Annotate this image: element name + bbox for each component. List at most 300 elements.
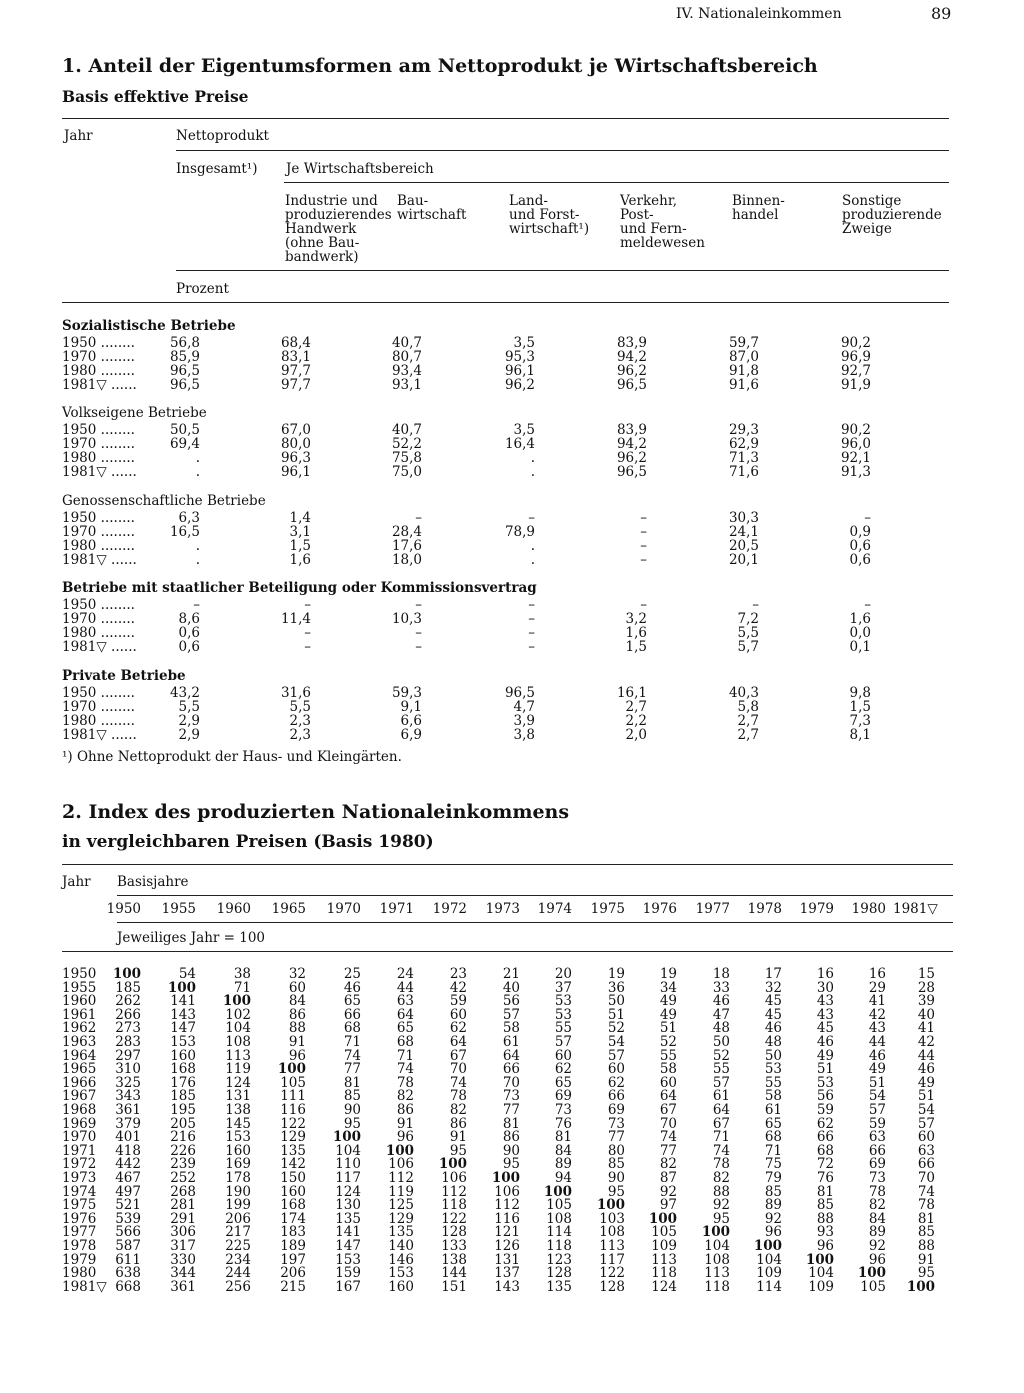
table2-cell: 77 xyxy=(659,1142,677,1159)
table2-cell: 59 xyxy=(449,993,467,1010)
table2-cell: 91 xyxy=(396,1115,414,1132)
table2-cell: 176 xyxy=(170,1074,196,1091)
table2-cell: 129 xyxy=(388,1210,414,1227)
table2-cell: 442 xyxy=(115,1156,141,1173)
table2-cell: 54 xyxy=(917,1102,935,1118)
table2-top-rule xyxy=(62,864,953,865)
table1-top-rule xyxy=(62,118,949,119)
table2-cell: 46 xyxy=(764,1020,782,1037)
table2-cell: 69 xyxy=(607,1102,625,1118)
table2-cell: 216 xyxy=(170,1129,196,1146)
table2-cell: 84 xyxy=(868,1210,886,1227)
table2-cell: 113 xyxy=(599,1238,625,1254)
table2-cell: 122 xyxy=(599,1265,625,1282)
table2-cell: 521 xyxy=(115,1197,141,1214)
table2-cell: 111 xyxy=(280,1088,306,1105)
table2-cell: 34 xyxy=(659,979,677,996)
table1-value-column: 3,5 95,3 96,1 96,2 xyxy=(504,335,535,393)
table2-cell: 96 xyxy=(764,1224,782,1241)
table2-cell: 77 xyxy=(502,1102,520,1118)
table2-cell: 418 xyxy=(115,1142,141,1159)
table2-cell: 108 xyxy=(704,1251,730,1268)
table2-cell: 118 xyxy=(704,1278,730,1295)
table1-value-column: 40,7 52,2 75,8 75,0 xyxy=(391,422,422,480)
table2-cell: 30 xyxy=(816,979,834,996)
table2-cell: 63 xyxy=(868,1129,886,1146)
table2-cell: 185 xyxy=(115,979,141,996)
table2-cell: 114 xyxy=(546,1224,572,1241)
table1-footnote: ¹) Ohne Nettoprodukt der Haus- und Kleingärten. xyxy=(62,749,402,765)
table2-cell: 100 xyxy=(753,1238,782,1254)
table2-cell: 59 xyxy=(816,1102,834,1118)
running-header: IV. Nationaleinkommen xyxy=(676,6,842,22)
table1-colhead-sonstige: Sonstige produzierende Zweige xyxy=(842,193,942,237)
table2-cell: 128 xyxy=(441,1224,467,1241)
table2-cell: 78 xyxy=(396,1074,414,1091)
table2-cell: 100 xyxy=(543,1183,572,1200)
table2-cell: 89 xyxy=(868,1224,886,1241)
table2-cell: 88 xyxy=(917,1238,935,1254)
table2-cell: 65 xyxy=(554,1074,572,1091)
table2-cell: 66 xyxy=(607,1088,625,1105)
table2-cell: 71 xyxy=(764,1142,782,1159)
table2-cell: 86 xyxy=(396,1102,414,1118)
table2-cell: 126 xyxy=(494,1238,520,1254)
table2-cell: 146 xyxy=(388,1251,414,1268)
table2-cell: 467 xyxy=(115,1170,141,1186)
table2-cell: 57 xyxy=(917,1115,935,1132)
table2-cell: 252 xyxy=(170,1170,196,1186)
table2-cell: 142 xyxy=(280,1156,306,1173)
table2-cell: 49 xyxy=(868,1061,886,1078)
table1-group-years: 1950 ........ 1970 ........ 1980 ........ 1981▽ ...... xyxy=(62,597,137,655)
table2-cell: 71 xyxy=(712,1129,730,1146)
table1-rule-2 xyxy=(176,150,949,151)
table2-cell: 73 xyxy=(502,1088,520,1105)
table2-cell: 343 xyxy=(115,1088,141,1105)
table2-cell: 78 xyxy=(449,1088,467,1105)
table2-cell: 68 xyxy=(816,1142,834,1159)
table2-cell: 28 xyxy=(917,979,935,996)
table2-cell: 147 xyxy=(335,1238,361,1254)
table2-cell: 124 xyxy=(335,1183,361,1200)
table2-cell: 45 xyxy=(764,1006,782,1023)
table2-cell: 104 xyxy=(225,1020,251,1037)
table2-cell: 262 xyxy=(115,993,141,1010)
table2-cell: 55 xyxy=(554,1020,572,1037)
table2-cell: 310 xyxy=(115,1061,141,1078)
table2-cell: 88 xyxy=(288,1020,306,1037)
table2-rule-4 xyxy=(62,951,953,952)
table1-value-column: 96,5 4,7 3,9 3,8 xyxy=(504,685,535,743)
table2-cell: 100 xyxy=(385,1142,414,1159)
table2-cell: 85 xyxy=(343,1088,361,1105)
table2-cell: 64 xyxy=(502,1047,520,1064)
table2-cell: 79 xyxy=(764,1170,782,1186)
table2-cell: 108 xyxy=(599,1224,625,1241)
table2-cell: 65 xyxy=(396,1020,414,1037)
table2-cell: 151 xyxy=(441,1278,467,1295)
table2-cell: 141 xyxy=(170,993,196,1010)
table2-cell: 82 xyxy=(396,1088,414,1105)
table2-cell: 46 xyxy=(868,1047,886,1064)
table2-cell: 60 xyxy=(659,1074,677,1091)
table1-value-column: 56,8 85,9 96,5 96,5 xyxy=(169,335,200,393)
table2-cell: 131 xyxy=(494,1251,520,1268)
table2-cell: 497 xyxy=(115,1183,141,1200)
table2-row-year: 1979 xyxy=(62,1251,97,1268)
table2-cell: 668 xyxy=(115,1278,141,1295)
table2-cell: 85 xyxy=(917,1224,935,1241)
table2-cell: 131 xyxy=(225,1088,251,1105)
table2-cell: 105 xyxy=(546,1197,572,1214)
table2-base-year: 1973 xyxy=(485,901,520,917)
table2-cell: 85 xyxy=(816,1197,834,1214)
table2-base-year: 1977 xyxy=(695,901,730,917)
table1-head-je: Je Wirtschaftsbereich xyxy=(286,161,434,177)
table2-cell: 95 xyxy=(712,1210,730,1227)
table2-cell: 17 xyxy=(764,966,782,982)
table2-cell: 135 xyxy=(280,1142,306,1159)
table2-cell: 291 xyxy=(170,1210,196,1227)
table2-cell: 57 xyxy=(712,1074,730,1091)
table2-cell: 40 xyxy=(502,979,520,996)
table2-cell: 100 xyxy=(596,1197,625,1214)
table2-cell: 109 xyxy=(808,1278,834,1295)
table2-cell: 71 xyxy=(233,979,251,996)
table2-cell: 108 xyxy=(546,1210,572,1227)
table2-cell: 138 xyxy=(441,1251,467,1268)
table2-cell: 21 xyxy=(502,966,520,982)
table2-cell: 57 xyxy=(554,1034,572,1050)
table2-cell: 122 xyxy=(441,1210,467,1227)
table2-cell: 48 xyxy=(764,1034,782,1050)
table2-cell: 100 xyxy=(167,979,196,996)
table2-cell: 147 xyxy=(170,1020,196,1037)
table2-cell: 76 xyxy=(816,1170,834,1186)
table2-cell: 217 xyxy=(225,1224,251,1241)
table2-cell: 38 xyxy=(233,966,251,982)
table2-cell: 317 xyxy=(170,1238,196,1254)
table2-cell: 91 xyxy=(917,1251,935,1268)
table1-value-column: 3,5 16,4 . . xyxy=(504,422,535,480)
table2-cell: 153 xyxy=(388,1265,414,1282)
table2-cell: 225 xyxy=(225,1238,251,1254)
table2-cell: 168 xyxy=(280,1197,306,1214)
table2-cell: 62 xyxy=(449,1020,467,1037)
table1-group-years: 1950 ........ 1970 ........ 1980 ........ 1981▽ ...... xyxy=(62,335,137,393)
table1-value-column: 90,2 96,9 92,7 91,9 xyxy=(840,335,871,393)
table2-cell: 110 xyxy=(335,1156,361,1173)
table2-cell: 60 xyxy=(449,1006,467,1023)
table2-cell: 57 xyxy=(502,1006,520,1023)
table1-rule-3 xyxy=(284,182,949,183)
table2-cell: 71 xyxy=(343,1034,361,1050)
table2-cell: 82 xyxy=(712,1170,730,1186)
table1-value-column: 29,3 62,9 71,3 71,6 xyxy=(728,422,759,480)
table2-cell: 78 xyxy=(868,1183,886,1200)
table2-cell: 105 xyxy=(860,1278,886,1295)
table2-cell: 112 xyxy=(494,1197,520,1214)
table2-cell: 51 xyxy=(607,1006,625,1023)
table2-cell: 104 xyxy=(335,1142,361,1159)
table2-cell: 206 xyxy=(280,1265,306,1282)
table2-cell: 117 xyxy=(599,1251,625,1268)
table2-cell: 85 xyxy=(607,1156,625,1173)
table2-cell: 401 xyxy=(115,1129,141,1146)
table2-cell: 130 xyxy=(335,1197,361,1214)
table2-cell: 109 xyxy=(756,1265,782,1282)
table2-cell: 81 xyxy=(502,1115,520,1132)
table2-cell: 344 xyxy=(170,1265,196,1282)
table2-cell: 103 xyxy=(599,1210,625,1227)
table2-cell: 379 xyxy=(115,1115,141,1132)
page-number: 89 xyxy=(931,4,952,23)
table2-cell: 16 xyxy=(816,966,834,982)
table2-base-year: 1970 xyxy=(326,901,361,917)
table2-cell: 54 xyxy=(868,1088,886,1105)
table2-cell: 65 xyxy=(343,993,361,1010)
table2-cell: 108 xyxy=(225,1034,251,1050)
table2-cell: 66 xyxy=(868,1142,886,1159)
table2-cell: 189 xyxy=(280,1238,306,1254)
table2-base-year: 1975 xyxy=(590,901,625,917)
table1-value-column: 59,3 9,1 6,6 6,9 xyxy=(391,685,422,743)
table2-cell: 100 xyxy=(805,1251,834,1268)
table2-cell: 102 xyxy=(225,1006,251,1023)
table2-base-year: 1972 xyxy=(432,901,467,917)
table2-cell: 256 xyxy=(225,1278,251,1295)
table2-row-year: 1964 xyxy=(62,1047,97,1064)
table2-row-year: 1972 xyxy=(62,1156,97,1173)
table2-cell: 81 xyxy=(816,1183,834,1200)
table2-cell: 104 xyxy=(756,1251,782,1268)
table1-value-column: 30,3 24,1 20,5 20,1 xyxy=(728,510,759,568)
table2-cell: 69 xyxy=(554,1088,572,1105)
table2-cell: 160 xyxy=(388,1278,414,1295)
table1-value-column: – 8,6 0,6 0,6 xyxy=(178,597,200,655)
table2-cell: 94 xyxy=(554,1170,572,1186)
table2-cell: 283 xyxy=(115,1034,141,1050)
table2-cell: 281 xyxy=(170,1197,196,1214)
table2-cell: 91 xyxy=(449,1129,467,1146)
table2-cell: 92 xyxy=(868,1238,886,1254)
table2-cell: 135 xyxy=(546,1278,572,1295)
table2-cell: 153 xyxy=(225,1129,251,1146)
table2-cell: 89 xyxy=(764,1197,782,1214)
table2-cell: 39 xyxy=(917,993,935,1010)
table2-cell: 104 xyxy=(808,1265,834,1282)
table2-cell: 97 xyxy=(659,1197,677,1214)
table2-cell: 96 xyxy=(816,1238,834,1254)
table2-cell: 68 xyxy=(343,1020,361,1037)
table2-head-jahr: Jahr xyxy=(62,874,91,890)
table2-head-jeweiliges: Jeweiliges Jahr = 100 xyxy=(117,930,266,946)
table2-cell: 70 xyxy=(502,1074,520,1091)
table2-cell: 53 xyxy=(554,1006,572,1023)
table2-cell: 215 xyxy=(280,1278,306,1295)
table2-cell: 60 xyxy=(554,1047,572,1064)
table2-cell: 42 xyxy=(868,1006,886,1023)
table2-cell: 129 xyxy=(280,1129,306,1146)
table2-cell: 62 xyxy=(607,1074,625,1091)
table1-value-column: 1,4 3,1 1,5 1,6 xyxy=(289,510,311,568)
table2-cell: 100 xyxy=(648,1210,677,1227)
table2-cell: 95 xyxy=(917,1265,935,1282)
table2-cell: 57 xyxy=(607,1047,625,1064)
table2-base-year: 1981▽ xyxy=(893,901,938,917)
table2-cell: 95 xyxy=(502,1156,520,1173)
table2-cell: 135 xyxy=(388,1224,414,1241)
table2-cell: 46 xyxy=(917,1061,935,1078)
table2-cell: 100 xyxy=(277,1061,306,1078)
table2-cell: 74 xyxy=(449,1074,467,1091)
table2-cell: 74 xyxy=(343,1047,361,1064)
table2-cell: 145 xyxy=(225,1115,251,1132)
table1-value-column: 43,2 5,5 2,9 2,9 xyxy=(169,685,200,743)
table2-cell: 58 xyxy=(659,1061,677,1078)
table2-cell: 124 xyxy=(651,1278,677,1295)
table2-cell: 112 xyxy=(388,1170,414,1186)
table2-cell: 81 xyxy=(917,1210,935,1227)
table2-cell: 95 xyxy=(449,1142,467,1159)
table2-base-year: 1965 xyxy=(271,901,306,917)
table2-cell: 95 xyxy=(607,1183,625,1200)
table2-cell: 70 xyxy=(917,1170,935,1186)
table1-value-column: – 78,9 . . xyxy=(504,510,535,568)
table1-value-column: – 10,3 – – xyxy=(391,597,422,655)
table1-value-column: – 28,4 17,6 18,0 xyxy=(391,510,422,568)
table2-cell: 50 xyxy=(712,1034,730,1050)
table2-cell: 49 xyxy=(816,1047,834,1064)
table1-value-column: 31,6 5,5 2,3 2,3 xyxy=(280,685,311,743)
table2-cell: 74 xyxy=(659,1129,677,1146)
table2-cell: 78 xyxy=(712,1156,730,1173)
table2-cell: 66 xyxy=(816,1129,834,1146)
table2-cell: 266 xyxy=(115,1006,141,1023)
table2-cell: 133 xyxy=(441,1238,467,1254)
table2-cell: 74 xyxy=(917,1183,935,1200)
table2-cell: 48 xyxy=(712,1020,730,1037)
table2-row-year: 1970 xyxy=(62,1129,97,1146)
table2-cell: 63 xyxy=(917,1142,935,1159)
table2-cell: 67 xyxy=(449,1047,467,1064)
table1-title: 1. Anteil der Eigentumsformen am Nettoprodukt je Wirtschaftsbereich xyxy=(62,55,818,77)
table1-colhead-binnen: Binnen- handel xyxy=(732,193,785,223)
table2-cell: 119 xyxy=(225,1061,251,1078)
table2-subtitle: in vergleichbaren Preisen (Basis 1980) xyxy=(62,832,434,852)
table2-cell: 361 xyxy=(170,1278,196,1295)
table2-cell: 58 xyxy=(502,1020,520,1037)
table1-head-insgesamt: Insgesamt¹) xyxy=(176,161,258,177)
table2-cell: 80 xyxy=(607,1142,625,1159)
table2-cell: 46 xyxy=(816,1034,834,1050)
table1-value-column: 90,2 96,0 92,1 91,3 xyxy=(840,422,871,480)
table2-cell: 100 xyxy=(438,1156,467,1173)
table2-cell: 66 xyxy=(343,1006,361,1023)
table2-cell: 116 xyxy=(280,1102,306,1118)
table2-cell: 49 xyxy=(659,993,677,1010)
table1-colhead-verkehr: Verkehr, Post- und Fern- meldewesen xyxy=(620,193,705,251)
table2-cell: 61 xyxy=(712,1088,730,1105)
table2-cell: 197 xyxy=(280,1251,306,1268)
table2-row-year: 1980 xyxy=(62,1265,97,1282)
table2-cell: 68 xyxy=(396,1034,414,1050)
table2-cell: 153 xyxy=(170,1034,196,1050)
table2-cell: 81 xyxy=(343,1074,361,1091)
table1-value-column: 50,5 69,4 . . xyxy=(169,422,200,480)
table2-cell: 73 xyxy=(868,1170,886,1186)
table2-cell: 116 xyxy=(494,1210,520,1227)
table2-base-year: 1979 xyxy=(799,901,834,917)
table2-cell: 25 xyxy=(343,966,361,982)
table2-row-year: 1974 xyxy=(62,1183,97,1200)
table2-cell: 71 xyxy=(396,1047,414,1064)
table2-cell: 44 xyxy=(868,1034,886,1050)
table2-row-year: 1969 xyxy=(62,1115,97,1132)
table2-row-year: 1962 xyxy=(62,1020,97,1037)
table2-cell: 68 xyxy=(764,1129,782,1146)
table2-cell: 66 xyxy=(502,1061,520,1078)
table2-cell: 60 xyxy=(288,979,306,996)
table2-cell: 138 xyxy=(225,1102,251,1118)
table2-cell: 95 xyxy=(343,1115,361,1132)
table2-cell: 19 xyxy=(659,966,677,982)
table2-cell: 125 xyxy=(388,1197,414,1214)
table2-cell: 90 xyxy=(502,1142,520,1159)
table2-cell: 64 xyxy=(659,1088,677,1105)
table2-cell: 52 xyxy=(607,1020,625,1037)
table2-cell: 93 xyxy=(816,1224,834,1241)
table2-cell: 168 xyxy=(170,1061,196,1078)
table2-cell: 361 xyxy=(115,1102,141,1118)
table2-cell: 638 xyxy=(115,1265,141,1282)
table2-cell: 100 xyxy=(332,1129,361,1146)
table2-row-year: 1978 xyxy=(62,1238,97,1254)
table2-cell: 174 xyxy=(280,1210,306,1227)
table2-cell: 206 xyxy=(225,1210,251,1227)
table2-cell: 47 xyxy=(712,1006,730,1023)
table2-cell: 51 xyxy=(816,1061,834,1078)
table2-cell: 84 xyxy=(554,1142,572,1159)
table2-head-basisjahre: Basisjahre xyxy=(117,874,189,890)
table2-cell: 140 xyxy=(388,1238,414,1254)
table2-cell: 135 xyxy=(335,1210,361,1227)
table2-cell: 325 xyxy=(115,1074,141,1091)
table2-cell: 82 xyxy=(659,1156,677,1173)
table2-cell: 36 xyxy=(607,979,625,996)
table2-cell: 128 xyxy=(546,1265,572,1282)
table2-cell: 58 xyxy=(764,1088,782,1105)
table2-cell: 32 xyxy=(288,966,306,982)
table2-row-year: 1966 xyxy=(62,1074,97,1091)
table2-cell: 57 xyxy=(868,1102,886,1118)
table2-row-year: 1965 xyxy=(62,1061,97,1078)
table1-value-column: 6,3 16,5 . . xyxy=(169,510,200,568)
table2-cell: 153 xyxy=(335,1251,361,1268)
table2-cell: 49 xyxy=(917,1074,935,1091)
table1-colhead-land: Land- und Forst- wirtschaft¹) xyxy=(509,193,590,237)
table1-group-years: 1950 ........ 1970 ........ 1980 ........ 1981▽ ...... xyxy=(62,510,137,568)
table1-group-title: Betriebe mit staatlicher Beteiligung oder Kommissionsvertrag xyxy=(62,580,537,596)
table2-cell: 96 xyxy=(396,1129,414,1146)
table1-group-title: Sozialistische Betriebe xyxy=(62,318,236,334)
table2-cell: 84 xyxy=(288,993,306,1010)
table1-group-title: Private Betriebe xyxy=(62,668,186,684)
table2-cell: 52 xyxy=(712,1047,730,1064)
table1-rule-5 xyxy=(62,302,949,303)
table2-cell: 75 xyxy=(764,1156,782,1173)
